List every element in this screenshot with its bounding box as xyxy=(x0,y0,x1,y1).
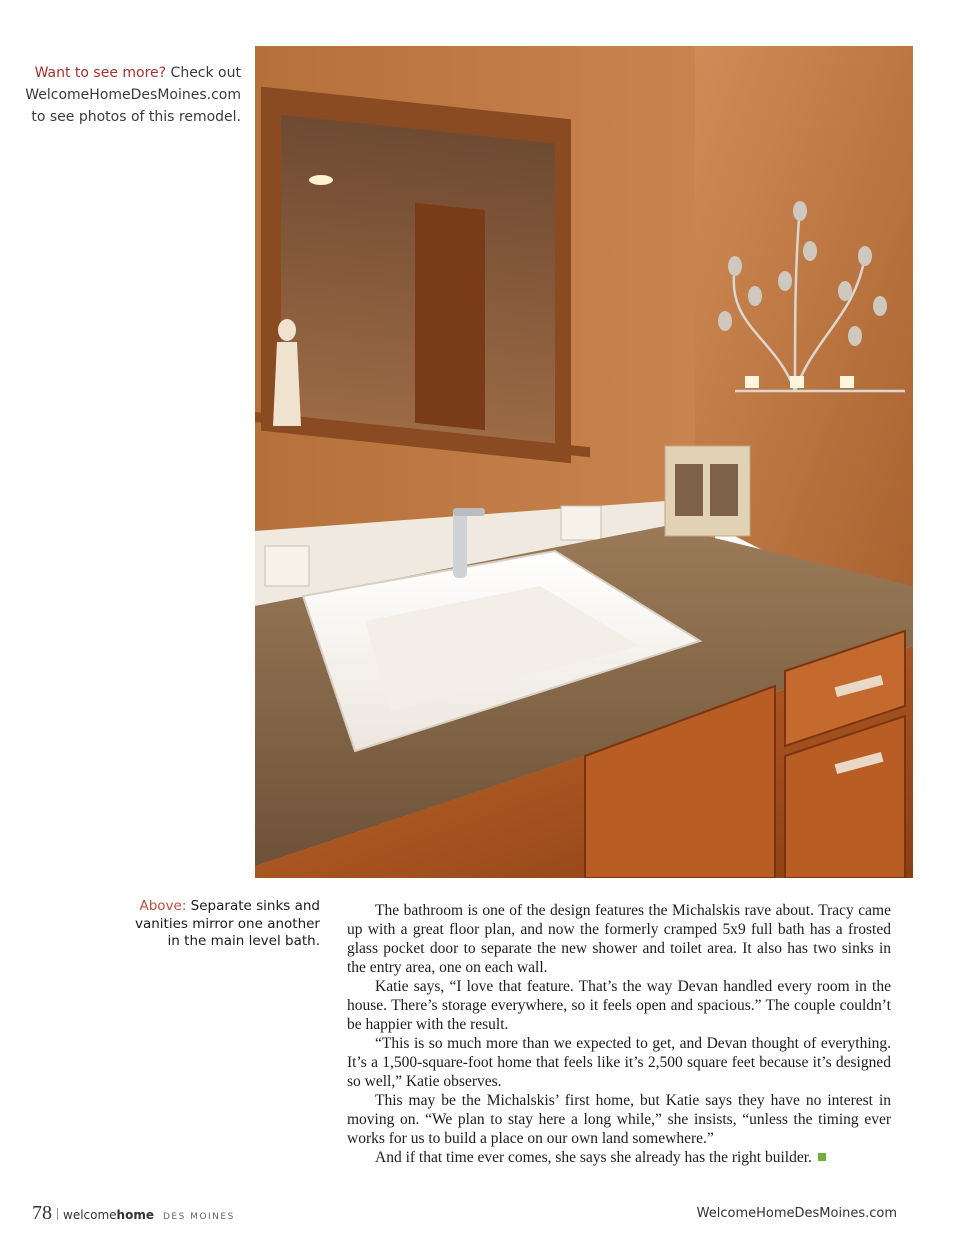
article-paragraph: Katie says, “I love that feature. That’s the way Devan handled every room in the house. There’s storage everywhere, so it feels open and spacious.” The couple couldn’t be happier with the result. xyxy=(347,978,891,1033)
article-body xyxy=(347,901,891,1167)
magazine-brand xyxy=(63,1208,154,1222)
brand-light: welcome xyxy=(63,1208,117,1222)
footer-folio xyxy=(32,1202,235,1226)
bathroom-photo-illustration xyxy=(255,46,913,878)
brand-city: DES MOINES xyxy=(162,1212,235,1222)
promo-text-2: to see photos of this remodel. xyxy=(31,109,241,125)
sidebar-promo xyxy=(20,62,241,128)
promo-text-1: Check out xyxy=(166,65,241,81)
article-paragraph: “This is so much more than we expected to get, and Devan thought of everything. It’s a 1,500-square-foot home that feels like it’s 2,500 square feet because it’s designed so well,” Katie observes. xyxy=(347,1035,891,1090)
promo-url-link[interactable]: WelcomeHomeDesMoines.com xyxy=(25,87,241,103)
article-paragraph: The bathroom is one of the design features the Michalskis rave about. Tracy came up with a great floor plan, and now the formerly cramped 5x9 full bath has a frosted glass pocket door to separate the new shower and toilet area. It also has two sinks in the entry area, one on each wall. xyxy=(347,902,891,976)
article-paragraph-text: And if that time ever comes, she says she already has the right builder. xyxy=(375,1149,812,1166)
page-number: 78 xyxy=(32,1202,52,1224)
footer-divider xyxy=(57,1208,58,1220)
caption-text: Separate sinks and vanities mirror one another in the main level bath. xyxy=(134,898,320,949)
promo-lead: Want to see more? xyxy=(34,65,167,81)
end-mark-icon xyxy=(818,1153,826,1161)
brand-bold: home xyxy=(116,1208,154,1222)
article-final-paragraph xyxy=(347,1148,891,1167)
photo-caption xyxy=(120,898,320,951)
caption-lead: Above: xyxy=(139,898,187,914)
bathroom-photo xyxy=(255,46,913,878)
footer-site-link[interactable]: WelcomeHomeDesMoines.com xyxy=(696,1206,897,1221)
article-paragraph: This may be the Michalskis’ first home, but Katie says they have no interest in moving on. “We plan to stay here a long while,” she insists, “unless the timing ever works for us to build a place on our own land somewhere.” xyxy=(347,1092,891,1147)
